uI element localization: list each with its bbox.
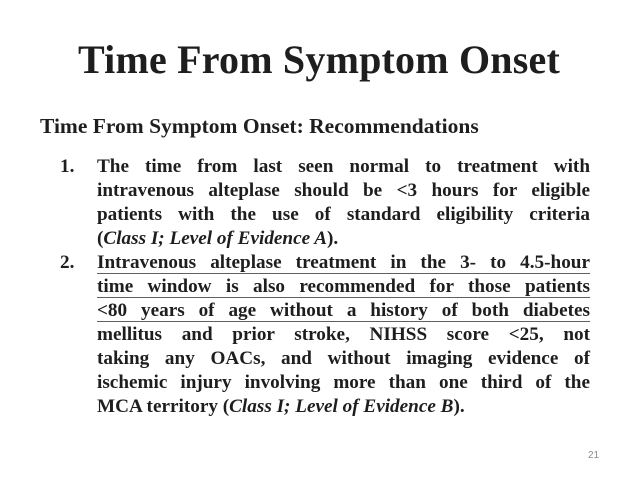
recommendation-line: taking any OACs, and without imaging evidence of: [97, 348, 590, 369]
recommendation-line-underlined: [97, 275, 590, 299]
recommendation-line-underlined: [97, 251, 590, 275]
recommendation-line: The time from last seen normal to treatment with: [97, 156, 590, 177]
recommendation-item-2: [60, 251, 590, 419]
evidence-close: ).: [327, 228, 339, 249]
page-number: 21: [588, 450, 600, 461]
recommendation-list: [60, 155, 590, 419]
recommendation-line: intravenous alteplase should be <3 hours for eligible: [97, 180, 590, 201]
recommendation-line: mellitus and prior stroke, NIHSS score <25, not: [97, 324, 590, 345]
recommendation-line-underlined: [97, 299, 590, 323]
evidence-level: Class I; Level of Evidence A: [103, 228, 328, 249]
section-heading: Time From Symptom Onset: Recommendations: [40, 114, 479, 138]
evidence-close: ).: [453, 396, 465, 417]
recommendation-line: [97, 395, 590, 419]
recommendation-line: ischemic injury involving more than one third of the: [97, 372, 590, 393]
highlighted-text: time window is also recommended for those patients: [97, 276, 590, 297]
recommendation-line: patients with the use of standard eligibility criteria: [97, 204, 590, 225]
evidence-level: Class I; Level of Evidence B: [229, 396, 454, 417]
recommendation-number: 1.: [60, 156, 75, 177]
slide-title: Time From Symptom Onset: [78, 37, 560, 82]
recommendation-number: 2.: [60, 252, 75, 273]
highlighted-text: Intravenous alteplase treatment in the 3- to 4.5-hour: [97, 252, 590, 273]
evidence-open: (: [97, 228, 104, 249]
last-line-prefix: MCA territory (: [97, 396, 230, 417]
recommendation-item-1: [60, 155, 590, 251]
recommendation-line: [97, 227, 590, 251]
highlighted-text: <80 years of age without a history of both diabetes: [97, 300, 590, 321]
